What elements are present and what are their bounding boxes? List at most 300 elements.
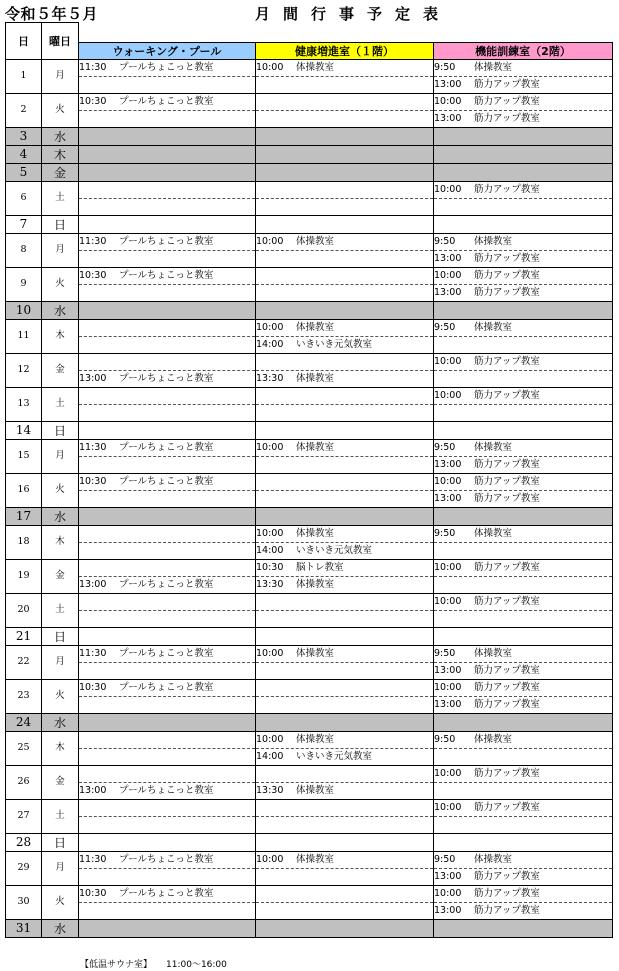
event-name: 筋力アップ教室 bbox=[474, 767, 540, 779]
day-number: 8 bbox=[6, 233, 42, 267]
health-event bbox=[256, 542, 434, 559]
event-time: 9:50 bbox=[434, 647, 456, 659]
pool-event bbox=[79, 868, 256, 885]
day-number: 5 bbox=[6, 163, 42, 181]
day-row-11-1 bbox=[6, 319, 613, 336]
day-row-15-2 bbox=[6, 456, 613, 473]
func-event bbox=[434, 542, 613, 559]
empty-slot bbox=[256, 163, 434, 181]
health-event bbox=[256, 181, 434, 198]
event-time: 13:30 bbox=[256, 578, 284, 590]
event-time: 13:00 bbox=[79, 578, 107, 590]
event-time: 14:00 bbox=[256, 338, 284, 350]
day-number: 28 bbox=[6, 833, 42, 851]
empty-slot bbox=[434, 833, 613, 851]
pool-event bbox=[79, 765, 256, 782]
event-name: 筋力アップ教室 bbox=[474, 801, 540, 813]
day-number: 21 bbox=[6, 627, 42, 645]
day-number: 25 bbox=[6, 731, 42, 765]
weekday: 金 bbox=[42, 353, 79, 387]
day-row-2-1 bbox=[6, 93, 613, 110]
health-event bbox=[256, 233, 434, 250]
event-name: プールちょこっと教室 bbox=[119, 681, 214, 693]
weekday: 日 bbox=[42, 215, 79, 233]
func-event bbox=[434, 284, 613, 301]
event-name: いきいき元気教室 bbox=[296, 544, 373, 556]
weekday: 土 bbox=[42, 799, 79, 833]
event-time: 10:00 bbox=[434, 887, 462, 899]
event-time: 13:30 bbox=[256, 784, 284, 796]
day-row-13-1 bbox=[6, 387, 613, 404]
health-event bbox=[256, 748, 434, 765]
health-event bbox=[256, 456, 434, 473]
event-name: 筋力アップ教室 bbox=[474, 112, 540, 124]
func-event bbox=[434, 387, 613, 404]
pool-event bbox=[79, 59, 256, 76]
day-number: 1 bbox=[6, 59, 42, 93]
health-event bbox=[256, 731, 434, 748]
day-row-29-2 bbox=[6, 868, 613, 885]
event-time: 10:00 bbox=[434, 561, 462, 573]
empty-slot bbox=[434, 215, 613, 233]
health-event bbox=[256, 782, 434, 799]
event-name: 体操教室 bbox=[296, 321, 335, 333]
event-name: 筋力アップ教室 bbox=[474, 904, 540, 916]
func-event bbox=[434, 404, 613, 421]
empty-slot bbox=[79, 301, 256, 319]
event-time: 10:00 bbox=[256, 733, 284, 745]
weekday: 火 bbox=[42, 473, 79, 507]
weekday: 水 bbox=[42, 127, 79, 145]
day-row-31 bbox=[6, 919, 613, 937]
pool-event bbox=[79, 387, 256, 404]
day-row-18-1 bbox=[6, 525, 613, 542]
day-row-27-1 bbox=[6, 799, 613, 816]
health-event bbox=[256, 76, 434, 93]
pool-event bbox=[79, 542, 256, 559]
health-event bbox=[256, 765, 434, 782]
event-time: 10:00 bbox=[434, 595, 462, 607]
empty-slot bbox=[79, 919, 256, 937]
func-event bbox=[434, 198, 613, 215]
day-number: 6 bbox=[6, 181, 42, 215]
health-column-header: 健康増進室（１階） bbox=[256, 42, 434, 59]
event-name: 体操教室 bbox=[474, 733, 513, 745]
event-name: 筋力アップ教室 bbox=[474, 355, 540, 367]
func-event bbox=[434, 696, 613, 713]
day-number: 19 bbox=[6, 559, 42, 593]
empty-slot bbox=[256, 215, 434, 233]
empty-slot bbox=[256, 833, 434, 851]
event-time: 11:30 bbox=[79, 441, 107, 453]
weekday: 日 bbox=[42, 627, 79, 645]
event-time: 10:00 bbox=[256, 441, 284, 453]
event-name: 筋力アップ教室 bbox=[474, 887, 540, 899]
event-time: 11:30 bbox=[79, 235, 107, 247]
day-row-28 bbox=[6, 833, 613, 851]
empty-slot bbox=[256, 127, 434, 145]
day-number: 20 bbox=[6, 593, 42, 627]
pool-event bbox=[79, 370, 256, 387]
empty-slot bbox=[79, 833, 256, 851]
day-number: 3 bbox=[6, 127, 42, 145]
event-time: 10:30 bbox=[79, 887, 107, 899]
event-time: 11:30 bbox=[79, 61, 107, 73]
event-name: 体操教室 bbox=[296, 733, 335, 745]
day-header: 日 bbox=[6, 23, 42, 60]
event-name: 筋力アップ教室 bbox=[474, 595, 540, 607]
func-event bbox=[434, 868, 613, 885]
sauna-hours: 11:00～16:00 bbox=[166, 960, 227, 970]
health-event bbox=[256, 336, 434, 353]
event-name: 筋力アップ教室 bbox=[474, 492, 540, 504]
event-name: 体操教室 bbox=[296, 853, 335, 865]
event-time: 10:00 bbox=[434, 681, 462, 693]
pool-event bbox=[79, 679, 256, 696]
weekday: 土 bbox=[42, 181, 79, 215]
event-time: 9:50 bbox=[434, 61, 456, 73]
event-name: 体操教室 bbox=[296, 441, 335, 453]
weekday: 土 bbox=[42, 387, 79, 421]
pool-event bbox=[79, 490, 256, 507]
weekday: 水 bbox=[42, 919, 79, 937]
health-event bbox=[256, 267, 434, 284]
func-event bbox=[434, 731, 613, 748]
day-row-10 bbox=[6, 301, 613, 319]
event-name: 体操教室 bbox=[474, 527, 513, 539]
event-time: 13:00 bbox=[434, 492, 462, 504]
pool-event bbox=[79, 885, 256, 902]
func-event bbox=[434, 851, 613, 868]
event-time: 10:00 bbox=[256, 853, 284, 865]
day-row-7 bbox=[6, 215, 613, 233]
day-row-26-1 bbox=[6, 765, 613, 782]
empty-slot bbox=[256, 713, 434, 731]
day-row-24 bbox=[6, 713, 613, 731]
event-time: 10:00 bbox=[434, 801, 462, 813]
empty-slot bbox=[79, 627, 256, 645]
health-event bbox=[256, 473, 434, 490]
event-time: 10:30 bbox=[256, 561, 284, 573]
func-event bbox=[434, 610, 613, 627]
event-name: 体操教室 bbox=[296, 784, 335, 796]
pool-event bbox=[79, 816, 256, 833]
health-event bbox=[256, 576, 434, 593]
func-event bbox=[434, 525, 613, 542]
day-row-3 bbox=[6, 127, 613, 145]
weekday: 日 bbox=[42, 421, 79, 439]
day-row-19-2 bbox=[6, 576, 613, 593]
schedule-body bbox=[6, 59, 613, 937]
event-time: 13:00 bbox=[79, 372, 107, 384]
empty-slot bbox=[434, 919, 613, 937]
event-name: プールちょこっと教室 bbox=[119, 887, 214, 899]
day-row-25-2 bbox=[6, 748, 613, 765]
event-name: 筋力アップ教室 bbox=[474, 286, 540, 298]
era-month-title: 令和５年５月 bbox=[5, 5, 99, 23]
day-number: 9 bbox=[6, 267, 42, 301]
day-number: 16 bbox=[6, 473, 42, 507]
pool-event bbox=[79, 110, 256, 127]
func-event bbox=[434, 748, 613, 765]
func-event bbox=[434, 490, 613, 507]
event-time: 10:00 bbox=[256, 647, 284, 659]
day-row-29-1 bbox=[6, 851, 613, 868]
event-time: 13:30 bbox=[256, 372, 284, 384]
day-row-19-1 bbox=[6, 559, 613, 576]
pool-event bbox=[79, 525, 256, 542]
day-row-9-1 bbox=[6, 267, 613, 284]
event-name: 体操教室 bbox=[474, 441, 513, 453]
event-name: 筋力アップ教室 bbox=[474, 870, 540, 882]
event-name: 筋力アップ教室 bbox=[474, 269, 540, 281]
event-name: 体操教室 bbox=[474, 647, 513, 659]
event-time: 13:00 bbox=[434, 904, 462, 916]
day-row-27-2 bbox=[6, 816, 613, 833]
event-time: 9:50 bbox=[434, 733, 456, 745]
event-name: プールちょこっと教室 bbox=[119, 475, 214, 487]
day-row-30-1 bbox=[6, 885, 613, 902]
event-time: 10:30 bbox=[79, 95, 107, 107]
sauna-label: 【低温サウナ室】 bbox=[80, 960, 153, 970]
health-event bbox=[256, 284, 434, 301]
pool-event bbox=[79, 645, 256, 662]
event-name: 体操教室 bbox=[474, 321, 513, 333]
func-event bbox=[434, 110, 613, 127]
event-name: いきいき元気教室 bbox=[296, 750, 373, 762]
pool-event bbox=[79, 902, 256, 919]
day-row-25-1 bbox=[6, 731, 613, 748]
day-row-26-2 bbox=[6, 782, 613, 799]
func-event bbox=[434, 902, 613, 919]
func-event bbox=[434, 76, 613, 93]
pool-event bbox=[79, 439, 256, 456]
page-title: 月間行事予定表 bbox=[255, 5, 452, 23]
event-name: 筋力アップ教室 bbox=[474, 389, 540, 401]
weekday: 月 bbox=[42, 851, 79, 885]
event-name: 脳トレ教室 bbox=[296, 561, 344, 573]
func-event bbox=[434, 885, 613, 902]
empty-slot bbox=[256, 145, 434, 163]
event-time: 9:50 bbox=[434, 853, 456, 865]
day-row-1-1 bbox=[6, 59, 613, 76]
empty-slot bbox=[79, 507, 256, 525]
day-number: 31 bbox=[6, 919, 42, 937]
day-number: 7 bbox=[6, 215, 42, 233]
event-time: 13:00 bbox=[434, 112, 462, 124]
health-event bbox=[256, 645, 434, 662]
day-number: 4 bbox=[6, 145, 42, 163]
func-event bbox=[434, 233, 613, 250]
health-event bbox=[256, 353, 434, 370]
event-time: 9:50 bbox=[434, 321, 456, 333]
day-row-8-1 bbox=[6, 233, 613, 250]
health-event bbox=[256, 370, 434, 387]
pool-event bbox=[79, 851, 256, 868]
func-event bbox=[434, 336, 613, 353]
day-row-6-1 bbox=[6, 181, 613, 198]
weekday: 木 bbox=[42, 319, 79, 353]
event-name: プールちょこっと教室 bbox=[119, 61, 214, 73]
day-row-22-2 bbox=[6, 662, 613, 679]
pool-event bbox=[79, 284, 256, 301]
event-time: 10:00 bbox=[256, 61, 284, 73]
event-time: 14:00 bbox=[256, 544, 284, 556]
pool-event bbox=[79, 662, 256, 679]
event-time: 10:00 bbox=[434, 355, 462, 367]
day-row-20-1 bbox=[6, 593, 613, 610]
health-event bbox=[256, 59, 434, 76]
health-event bbox=[256, 851, 434, 868]
func-event bbox=[434, 250, 613, 267]
health-event bbox=[256, 490, 434, 507]
event-name: 筋力アップ教室 bbox=[474, 183, 540, 195]
day-row-16-1 bbox=[6, 473, 613, 490]
health-event bbox=[256, 662, 434, 679]
day-number: 14 bbox=[6, 421, 42, 439]
func-event bbox=[434, 181, 613, 198]
health-event bbox=[256, 110, 434, 127]
empty-slot bbox=[434, 713, 613, 731]
event-time: 10:00 bbox=[256, 527, 284, 539]
func-event bbox=[434, 593, 613, 610]
day-number: 10 bbox=[6, 301, 42, 319]
day-number: 29 bbox=[6, 851, 42, 885]
day-row-8-2 bbox=[6, 250, 613, 267]
health-event bbox=[256, 93, 434, 110]
pool-event bbox=[79, 731, 256, 748]
empty-slot bbox=[434, 163, 613, 181]
sauna-footer bbox=[80, 957, 227, 970]
func-event bbox=[434, 765, 613, 782]
event-name: 体操教室 bbox=[474, 235, 513, 247]
empty-slot bbox=[434, 145, 613, 163]
health-event bbox=[256, 868, 434, 885]
empty-slot bbox=[434, 421, 613, 439]
event-time: 10:00 bbox=[434, 183, 462, 195]
weekday-header: 曜日 bbox=[42, 23, 79, 60]
day-row-21 bbox=[6, 627, 613, 645]
pool-event bbox=[79, 93, 256, 110]
pool-column-header: ウォーキング・プール bbox=[79, 42, 256, 59]
day-number: 2 bbox=[6, 93, 42, 127]
event-name: 体操教室 bbox=[296, 527, 335, 539]
pool-event bbox=[79, 181, 256, 198]
func-event bbox=[434, 59, 613, 76]
weekday: 土 bbox=[42, 593, 79, 627]
weekday: 木 bbox=[42, 145, 79, 163]
event-name: 体操教室 bbox=[296, 235, 335, 247]
event-name: プールちょこっと教室 bbox=[119, 647, 214, 659]
day-row-13-2 bbox=[6, 404, 613, 421]
event-name: プールちょこっと教室 bbox=[119, 372, 214, 384]
day-row-17 bbox=[6, 507, 613, 525]
day-number: 18 bbox=[6, 525, 42, 559]
event-time: 10:30 bbox=[79, 681, 107, 693]
day-number: 23 bbox=[6, 679, 42, 713]
pool-event bbox=[79, 782, 256, 799]
event-time: 11:30 bbox=[79, 853, 107, 865]
func-event bbox=[434, 816, 613, 833]
health-event bbox=[256, 885, 434, 902]
weekday: 金 bbox=[42, 765, 79, 799]
func-event bbox=[434, 782, 613, 799]
day-row-23-1 bbox=[6, 679, 613, 696]
health-event bbox=[256, 319, 434, 336]
day-row-18-2 bbox=[6, 542, 613, 559]
event-time: 10:00 bbox=[434, 95, 462, 107]
day-row-16-2 bbox=[6, 490, 613, 507]
weekday: 水 bbox=[42, 713, 79, 731]
function-column-header: 機能訓練室（2階） bbox=[434, 42, 613, 59]
weekday: 火 bbox=[42, 93, 79, 127]
pool-event bbox=[79, 610, 256, 627]
pool-event bbox=[79, 559, 256, 576]
health-event bbox=[256, 696, 434, 713]
health-event bbox=[256, 816, 434, 833]
event-name: プールちょこっと教室 bbox=[119, 269, 214, 281]
event-time: 13:00 bbox=[79, 784, 107, 796]
weekday: 水 bbox=[42, 507, 79, 525]
event-name: プールちょこっと教室 bbox=[119, 784, 214, 796]
weekday: 月 bbox=[42, 59, 79, 93]
event-time: 9:50 bbox=[434, 441, 456, 453]
weekday: 木 bbox=[42, 731, 79, 765]
event-time: 9:50 bbox=[434, 235, 456, 247]
day-row-2-2 bbox=[6, 110, 613, 127]
weekday: 日 bbox=[42, 833, 79, 851]
pool-event bbox=[79, 319, 256, 336]
event-name: 体操教室 bbox=[474, 853, 513, 865]
empty-slot bbox=[79, 215, 256, 233]
empty-slot bbox=[79, 713, 256, 731]
event-name: 筋力アップ教室 bbox=[474, 458, 540, 470]
day-number: 17 bbox=[6, 507, 42, 525]
func-event bbox=[434, 267, 613, 284]
event-name: 筋力アップ教室 bbox=[474, 252, 540, 264]
pool-event bbox=[79, 799, 256, 816]
day-number: 13 bbox=[6, 387, 42, 421]
pool-event bbox=[79, 456, 256, 473]
day-number: 24 bbox=[6, 713, 42, 731]
pool-event bbox=[79, 233, 256, 250]
event-name: 筋力アップ教室 bbox=[474, 78, 540, 90]
day-number: 30 bbox=[6, 885, 42, 919]
event-time: 13:00 bbox=[434, 78, 462, 90]
event-time: 9:50 bbox=[434, 527, 456, 539]
func-event bbox=[434, 439, 613, 456]
weekday: 金 bbox=[42, 559, 79, 593]
health-event bbox=[256, 679, 434, 696]
day-number: 11 bbox=[6, 319, 42, 353]
day-number: 15 bbox=[6, 439, 42, 473]
func-event bbox=[434, 456, 613, 473]
weekday: 水 bbox=[42, 301, 79, 319]
day-row-23-2 bbox=[6, 696, 613, 713]
day-row-11-2 bbox=[6, 336, 613, 353]
func-event bbox=[434, 799, 613, 816]
event-time: 13:00 bbox=[434, 252, 462, 264]
event-time: 13:00 bbox=[434, 664, 462, 676]
day-row-12-1 bbox=[6, 353, 613, 370]
health-event bbox=[256, 387, 434, 404]
health-event bbox=[256, 198, 434, 215]
event-time: 10:00 bbox=[434, 767, 462, 779]
event-name: 体操教室 bbox=[296, 61, 335, 73]
event-name: 筋力アップ教室 bbox=[474, 475, 540, 487]
health-event bbox=[256, 559, 434, 576]
pool-event bbox=[79, 76, 256, 93]
